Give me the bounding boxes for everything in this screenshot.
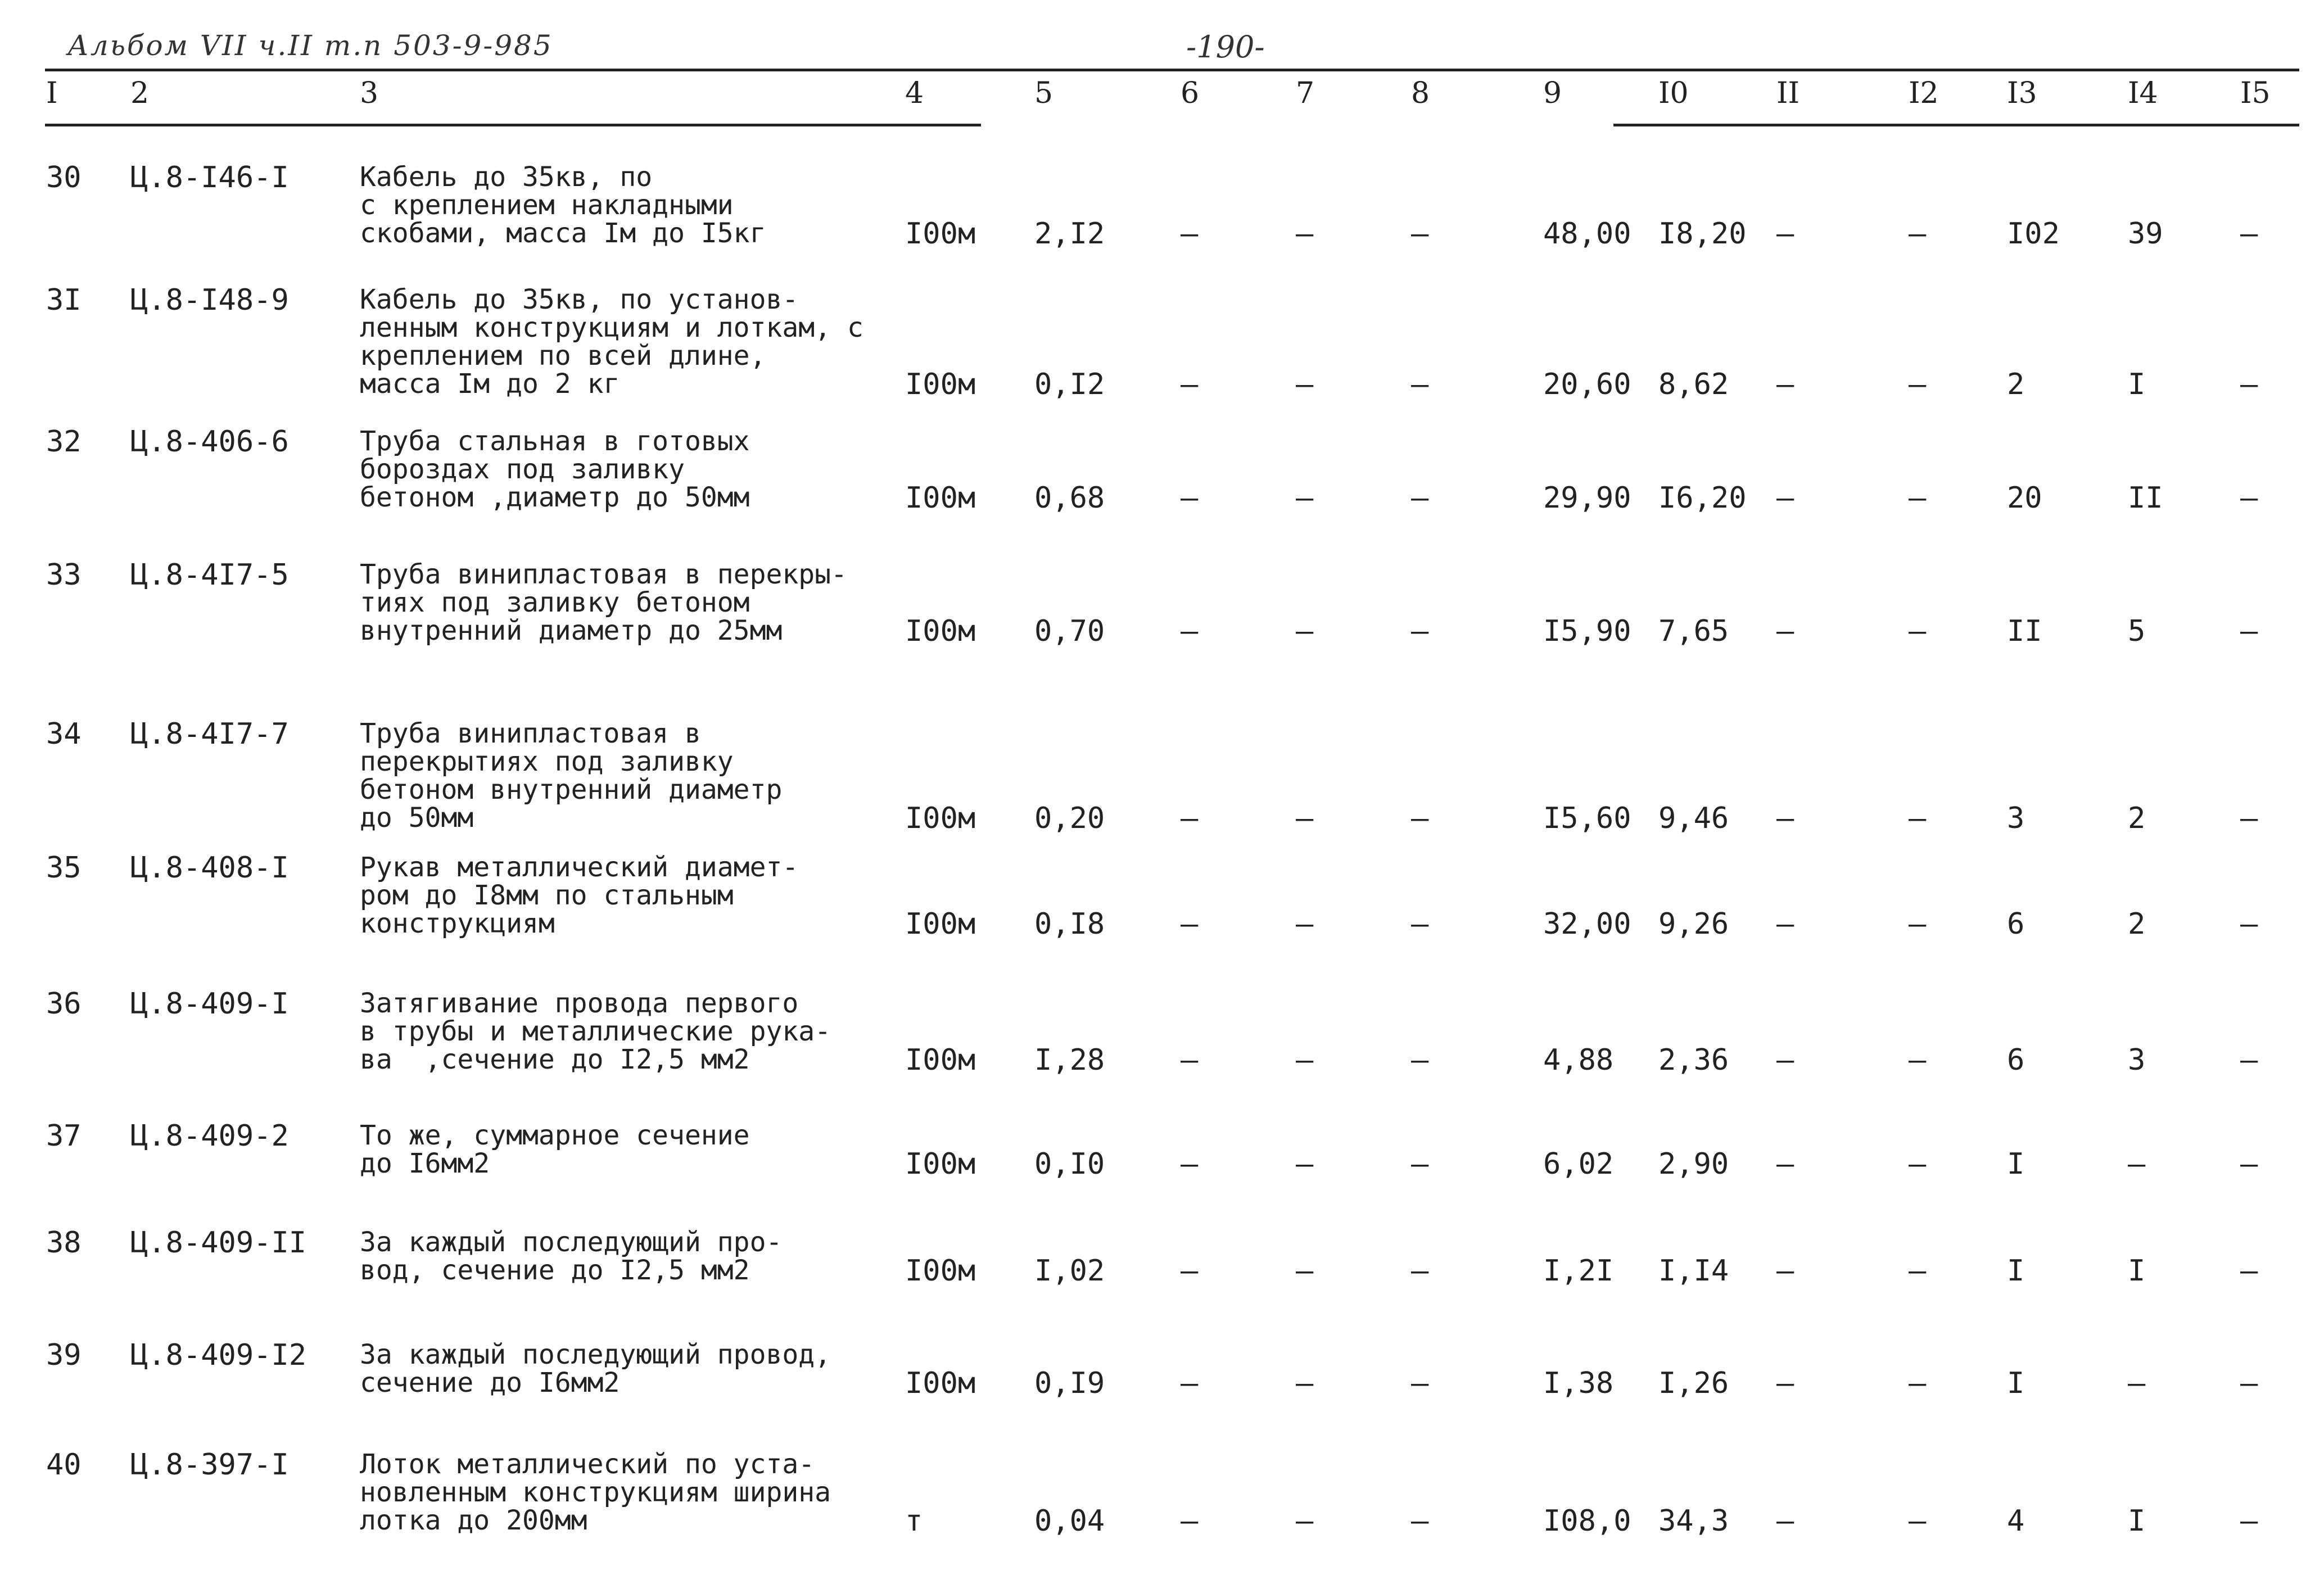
album-reference: Альбом VII ч.II т.п 503-9-985 [67,29,553,62]
rate-code: Ц.8-4I7-5 [130,558,289,592]
quantity: 0,I2 [1034,368,1105,401]
value-col-9: I08,0 [1543,1504,1631,1538]
value-col-10: 8,62 [1658,368,1729,401]
value-col-11: – [1776,802,1794,835]
row-number: 35 [46,851,82,885]
value-col-13: II [2007,614,2042,648]
value-col-15: – [2240,368,2258,401]
value-col-11: – [1776,1254,1794,1288]
value-col-12: – [1909,802,1927,835]
value-col-15: – [2240,1043,2258,1077]
value-col-14: I [2128,368,2146,401]
value-col-6: – [1181,802,1199,835]
quantity: 2,I2 [1034,217,1105,251]
unit: I00м [905,802,976,835]
work-description: Затягивание провода первого в трубы и металлические рука- ва ,сечение до I2,5 мм2 [360,988,831,1075]
row-number: 30 [46,161,82,194]
value-col-7: – [1296,217,1314,251]
work-description: Труба стальная в готовых бороздах под заливку бетоном ,диаметр до 50мм [360,426,750,513]
value-col-13: 6 [2007,907,2025,941]
unit: I00м [905,1043,976,1077]
value-col-10: 9,46 [1658,802,1729,835]
value-col-14: 2 [2128,802,2146,835]
value-col-10: I,26 [1658,1366,1729,1400]
unit: I00м [905,217,976,251]
column-header-8: 8 [1411,76,1430,110]
row-number: 33 [46,558,82,592]
unit: I00м [905,1147,976,1181]
value-col-10: 34,3 [1658,1504,1729,1538]
quantity: I,28 [1034,1043,1105,1077]
value-col-9: 32,00 [1543,907,1631,941]
rate-code: Ц.8-409-2 [130,1119,289,1153]
unit: I00м [905,614,976,648]
value-col-11: – [1776,1366,1794,1400]
work-description: За каждый последующий про- вод, сечение до I2,5 мм2 [360,1227,783,1286]
value-col-6: – [1181,1043,1199,1077]
value-col-11: – [1776,368,1794,401]
header-top-rule [45,69,2299,71]
value-col-7: – [1296,1504,1314,1538]
value-col-10: 9,26 [1658,907,1729,941]
value-col-12: – [1909,368,1927,401]
value-col-15: – [2240,614,2258,648]
value-col-6: – [1181,1504,1199,1538]
work-description: Лоток металлический по уста- новленным конструкциям ширина лотка до 200мм [360,1449,831,1536]
value-col-10: I6,20 [1658,481,1747,515]
value-col-9: I,38 [1543,1366,1614,1400]
value-col-12: – [1909,614,1927,648]
value-col-14: – [2128,1366,2146,1400]
value-col-12: – [1909,217,1927,251]
value-col-8: – [1411,217,1429,251]
rate-code: Ц.8-409-I2 [130,1338,307,1372]
value-col-10: I,I4 [1658,1254,1729,1288]
value-col-15: – [2240,907,2258,941]
value-col-6: – [1181,1147,1199,1181]
value-col-14: 5 [2128,614,2146,648]
value-col-6: – [1181,1366,1199,1400]
value-col-8: – [1411,614,1429,648]
value-col-9: 6,02 [1543,1147,1614,1181]
value-col-8: – [1411,481,1429,515]
row-number: 34 [46,717,82,751]
column-header-2: 2 [130,76,150,110]
work-description: Кабель до 35кв, по установ- ленным конструкциям и лоткам, с креплением по всей длине, масса Iм до 2 кг [360,284,863,400]
value-col-13: 3 [2007,802,2025,835]
column-header-10: I0 [1658,76,1689,110]
value-col-11: – [1776,614,1794,648]
value-col-15: – [2240,481,2258,515]
column-header-6: 6 [1181,76,1200,110]
value-col-9: 20,60 [1543,368,1631,401]
work-description: Труба винипластовая в перекры- тиях под заливку бетоном внутренний диаметр до 25мм [360,559,847,646]
column-header-12: I2 [1909,76,1939,110]
value-col-14: 2 [2128,907,2146,941]
column-header-14: I4 [2128,76,2158,110]
column-header-1: I [46,76,58,110]
column-header-11: II [1776,76,1800,110]
value-col-8: – [1411,802,1429,835]
header-bottom-rule-right [1613,124,2299,126]
value-col-12: – [1909,1147,1927,1181]
unit: т [905,1504,923,1538]
column-header-7: 7 [1296,76,1315,110]
value-col-9: 4,88 [1543,1043,1614,1077]
work-description: Кабель до 35кв, по с креплением накладными скобами, масса Iм до I5кг [360,161,766,249]
value-col-13: 6 [2007,1043,2025,1077]
value-col-15: – [2240,1254,2258,1288]
rate-code: Ц.8-409-I [130,987,289,1021]
row-number: 39 [46,1338,82,1372]
quantity: 0,I0 [1034,1147,1105,1181]
value-col-7: – [1296,1043,1314,1077]
value-col-14: 3 [2128,1043,2146,1077]
value-col-9: I5,90 [1543,614,1631,648]
quantity: 0,20 [1034,802,1105,835]
value-col-11: – [1776,1043,1794,1077]
quantity: 0,I9 [1034,1366,1105,1400]
unit: I00м [905,368,976,401]
unit: I00м [905,1254,976,1288]
value-col-12: – [1909,1043,1927,1077]
row-number: 3I [46,283,82,317]
value-col-10: 2,36 [1658,1043,1729,1077]
value-col-7: – [1296,614,1314,648]
rate-code: Ц.8-408-I [130,851,289,885]
row-number: 40 [46,1448,82,1482]
value-col-11: – [1776,481,1794,515]
value-col-6: – [1181,1254,1199,1288]
value-col-15: – [2240,1366,2258,1400]
column-header-5: 5 [1034,76,1054,110]
value-col-7: – [1296,1147,1314,1181]
value-col-12: – [1909,1366,1927,1400]
value-col-11: – [1776,1504,1794,1538]
value-col-7: – [1296,481,1314,515]
value-col-14: I [2128,1504,2146,1538]
rate-code: Ц.8-406-6 [130,425,289,459]
value-col-13: 20 [2007,481,2042,515]
value-col-9: 48,00 [1543,217,1631,251]
column-header-3: 3 [360,76,379,110]
value-col-8: – [1411,368,1429,401]
value-col-15: – [2240,217,2258,251]
value-col-15: – [2240,1147,2258,1181]
rate-code: Ц.8-I48-9 [130,283,289,317]
row-number: 37 [46,1119,82,1153]
value-col-14: – [2128,1147,2146,1181]
rate-code: Ц.8-4I7-7 [130,717,289,751]
value-col-8: – [1411,1254,1429,1288]
value-col-8: – [1411,1147,1429,1181]
value-col-13: I [2007,1366,2025,1400]
work-description: За каждый последующий провод, сечение до I6мм2 [360,1339,831,1399]
value-col-12: – [1909,907,1927,941]
value-col-12: – [1909,481,1927,515]
value-col-6: – [1181,217,1199,251]
value-col-9: 29,90 [1543,481,1631,515]
column-header-9: 9 [1543,76,1562,110]
value-col-14: I [2128,1254,2146,1288]
value-col-10: 2,90 [1658,1147,1729,1181]
work-description: Труба винипластовая в перекрытиях под заливку бетоном внутренний диаметр до 50мм [360,718,783,834]
page-number: -190- [1186,29,1265,65]
value-col-8: – [1411,907,1429,941]
unit: I00м [905,481,976,515]
value-col-6: – [1181,481,1199,515]
unit: I00м [905,907,976,941]
value-col-12: – [1909,1504,1927,1538]
work-description: То же, суммарное сечение до I6мм2 [360,1120,750,1179]
value-col-6: – [1181,614,1199,648]
value-col-10: I8,20 [1658,217,1747,251]
quantity: 0,68 [1034,481,1105,515]
value-col-13: 2 [2007,368,2025,401]
value-col-8: – [1411,1366,1429,1400]
value-col-7: – [1296,1366,1314,1400]
value-col-13: I [2007,1147,2025,1181]
value-col-14: 39 [2128,217,2163,251]
value-col-13: 4 [2007,1504,2025,1538]
column-header-4: 4 [905,76,924,110]
value-col-9: I5,60 [1543,802,1631,835]
value-col-7: – [1296,802,1314,835]
quantity: 0,70 [1034,614,1105,648]
value-col-9: I,2I [1543,1254,1614,1288]
value-col-8: – [1411,1043,1429,1077]
rate-code: Ц.8-409-II [130,1226,307,1260]
value-col-13: I02 [2007,217,2060,251]
unit: I00м [905,1366,976,1400]
value-col-7: – [1296,368,1314,401]
value-col-15: – [2240,1504,2258,1538]
value-col-10: 7,65 [1658,614,1729,648]
value-col-6: – [1181,907,1199,941]
row-number: 38 [46,1226,82,1260]
quantity: 0,I8 [1034,907,1105,941]
value-col-11: – [1776,217,1794,251]
header-bottom-rule-left [45,124,981,126]
value-col-11: – [1776,1147,1794,1181]
quantity: I,02 [1034,1254,1105,1288]
value-col-7: – [1296,1254,1314,1288]
rate-code: Ц.8-397-I [130,1448,289,1482]
value-col-14: II [2128,481,2163,515]
value-col-7: – [1296,907,1314,941]
row-number: 36 [46,987,82,1021]
quantity: 0,04 [1034,1504,1105,1538]
column-header-13: I3 [2007,76,2037,110]
value-col-11: – [1776,907,1794,941]
rate-code: Ц.8-I46-I [130,161,289,194]
column-header-15: I5 [2240,76,2271,110]
value-col-6: – [1181,368,1199,401]
value-col-15: – [2240,802,2258,835]
value-col-8: – [1411,1504,1429,1538]
value-col-12: – [1909,1254,1927,1288]
value-col-13: I [2007,1254,2025,1288]
row-number: 32 [46,425,82,459]
work-description: Рукав металлический диамет- ром до I8мм по стальным конструкциям [360,852,799,939]
